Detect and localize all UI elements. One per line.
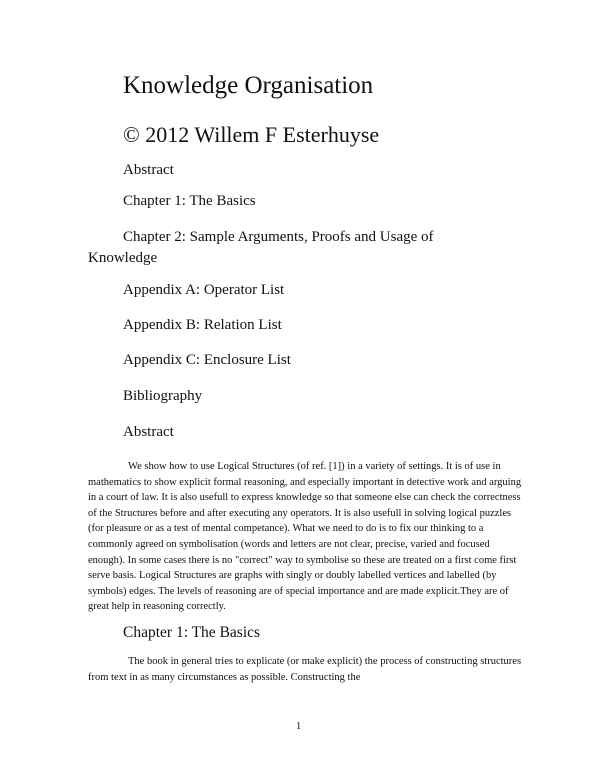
page-number: 1 bbox=[296, 721, 302, 732]
toc-item-appendix-b: Appendix B: Relation List bbox=[123, 317, 282, 333]
chapter-1-heading: Chapter 1: The Basics bbox=[123, 624, 261, 641]
toc-item-abstract: Abstract bbox=[123, 162, 174, 178]
abstract-paragraph: We show how to use Logical Structures (of ref. [1]) in a variety of settings. It is of use in mathematics to show explicit formal reasoning, and especially important in detective work and arguing in a court of law. It is also usefull to express knowledge so that someone else can check the correctness of the Structures before and after executing any operators. It is also usefull in solving logical puzzles (for pleasure or as a test of mental competance). What we need to do is to fix our thinking to a commonly agreed on symbolisation (words and letters are not clear, precise, varied and focused enough). In some cases there is no "correct" way to symbolise so these are treated on a first come first serve basis. Logical Structures are graphs with singly or doubly labelled vertices and labelled (by symbols) edges. The levels of reasoning are of special importance and are made explicit.They are of great help in reasoning correctly. bbox=[88, 461, 522, 613]
document-title: Knowledge Organisation bbox=[123, 72, 374, 99]
toc-item-chapter-2: Chapter 2: Sample Arguments, Proofs and Usage of Knowledge bbox=[88, 229, 434, 266]
abstract-heading: Abstract bbox=[123, 424, 174, 440]
toc-item-appendix-a: Appendix A: Operator List bbox=[123, 282, 285, 298]
toc-item-bibliography: Bibliography bbox=[123, 388, 203, 404]
toc-item-appendix-c: Appendix C: Enclosure List bbox=[123, 352, 291, 368]
author-line: © 2012 Willem F Esterhuyse bbox=[123, 122, 380, 147]
chapter-1-paragraph: The book in general tries to explicate (or make explicit) the process of constructing structures from text in as many circumstances as possible. Constructing the bbox=[88, 656, 522, 683]
toc-item-chapter-1: Chapter 1: The Basics bbox=[123, 193, 256, 209]
